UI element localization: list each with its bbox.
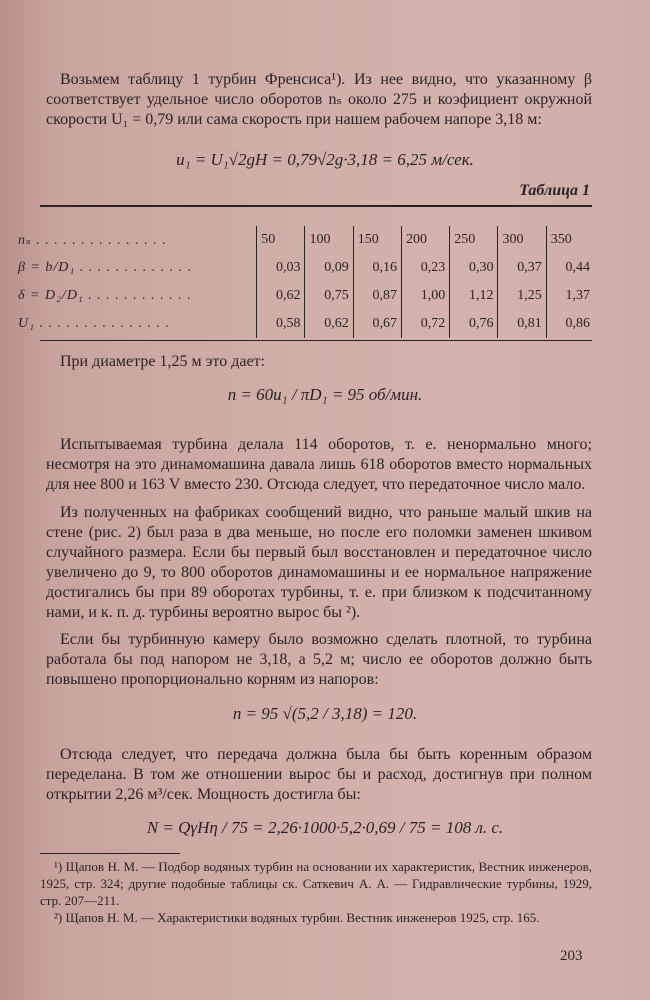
table-cell: 100 [305,226,353,254]
row-label: U₁ . . . . . . . . . . . . . . . [18,316,170,331]
table-cell: 300 [498,226,546,254]
table-cell: 0,09 [305,254,353,282]
paragraph-pulley: Из полученных на фабриках сообщений видно, что раньше малый шкив на стене (рис. 2) был раза в два меньше, но после его поломки заменен шкивом случайного размера. Если бы первый был восстановлен и передаточное число увеличено до 9, то 800 оборотов динамомашины и ее нормальное напряжение достигались бы при 89 оборотах турбины, т. е. при близком к подсчитанному нами, и к. п. д. турбины вероятно вырос бы ²). [46,504,592,621]
table-cell: 1,00 [401,282,449,310]
footnote-2: ²) Щапов Н. М. — Характеристики водяных турбин. Вестник инженеров 1925, стр. 165. [54,910,540,925]
table-caption: Таблица 1 [519,182,590,199]
formula-rpm-new: n = 95 √(5,2 / 3,18) = 120. [232,704,418,723]
table-cell: 250 [450,226,498,254]
table-cell: 0,58 [257,310,305,338]
table-bottom-rule [40,340,592,341]
table-cell: 200 [401,226,449,254]
row-label: δ = D₂/D₁ . . . . . . . . . . . . [18,288,192,303]
row-label: β = b/D₁ . . . . . . . . . . . . . [18,260,193,275]
table-cell: 0,62 [305,310,353,338]
formula-rpm: n = 60u₁ / πD₁ = 95 об/мин. [227,385,423,404]
table-cell: 1,12 [450,282,498,310]
table-cell: 0,44 [546,254,594,282]
table-cell: 1,37 [546,282,594,310]
table-cell: 0,37 [498,254,546,282]
table-row [14,282,594,310]
table-cell: 0,87 [353,282,401,310]
paragraph-intro: Возьмем таблицу 1 турбин Френсиса¹). Из нее видно, что указанному β соответствует удельное число оборотов nₛ около 275 и коэфициент окружной скорости U₁ = 0,79 или сама скорость при нашем рабочем напоре 3,18 м: [46,71,592,128]
table-cell: 0,76 [450,310,498,338]
page-number: 203 [560,948,583,964]
formula-power: N = QγHη / 75 = 2,26·1000·5,2·0,69 / 75 = 108 л. с. [146,818,504,837]
paragraph-transmission: Отсюда следует, что передача должна была бы быть коренным образом переделана. В том же отношении вырос бы и расход, достигнув при полном открытии 2,26 м³/сек. Мощность достигла бы: [46,746,592,803]
table-row [14,254,594,282]
table-cell: 150 [353,226,401,254]
formula-peripheral-speed: u₁ = U₁√2gH = 0,79√2g·3,18 = 6,25 м/сек. [176,150,474,169]
table-cell: 0,03 [257,254,305,282]
footnote-rule [40,853,180,854]
table-cell: 0,75 [305,282,353,310]
footnotes [40,858,592,926]
table-cell: 0,67 [353,310,401,338]
table-cell: 0,72 [401,310,449,338]
table-row [14,310,594,338]
table-cell: 0,62 [257,282,305,310]
paragraph-chamber: Если бы турбинную камеру было возможно сделать плотной, то турбина работала бы под напором не 3,18, а 5,2 м; число ее оборотов должно быть повышено пропорционально корням из напоров: [46,631,592,688]
table-cell: 0,16 [353,254,401,282]
table-row [14,226,594,254]
paragraph-diameter: При диаметре 1,25 м это дает: [60,353,265,370]
table-cell: 1,25 [498,282,546,310]
table-cell: 0,86 [546,310,594,338]
table-cell: 350 [546,226,594,254]
table-top-rule [40,205,592,207]
row-label: nₛ . . . . . . . . . . . . . . . [18,232,167,248]
paragraph-test: Испытываемая турбина делала 114 оборотов, т. е. ненормально много; несмотря на это динамомашина давала лишь 618 оборотов вместо нормальных для нее 800 и 163 V вместо 230. Отсюда следует, что передаточное число мало. [46,436,592,493]
table-cell: 0,30 [450,254,498,282]
table-cell: 0,23 [401,254,449,282]
turbine-table [14,226,594,338]
table-cell: 50 [257,226,305,254]
table-cell: 0,81 [498,310,546,338]
footnote-1: ¹) Щапов Н. М. — Подбор водяных турбин на основании их характеристик, Вестник инженеров, 1925, стр. 324; другие подобные таблицы ск. Саткевич А. А. — Гидравлические турбины, 1929, стр. 207—211. [40,859,592,908]
